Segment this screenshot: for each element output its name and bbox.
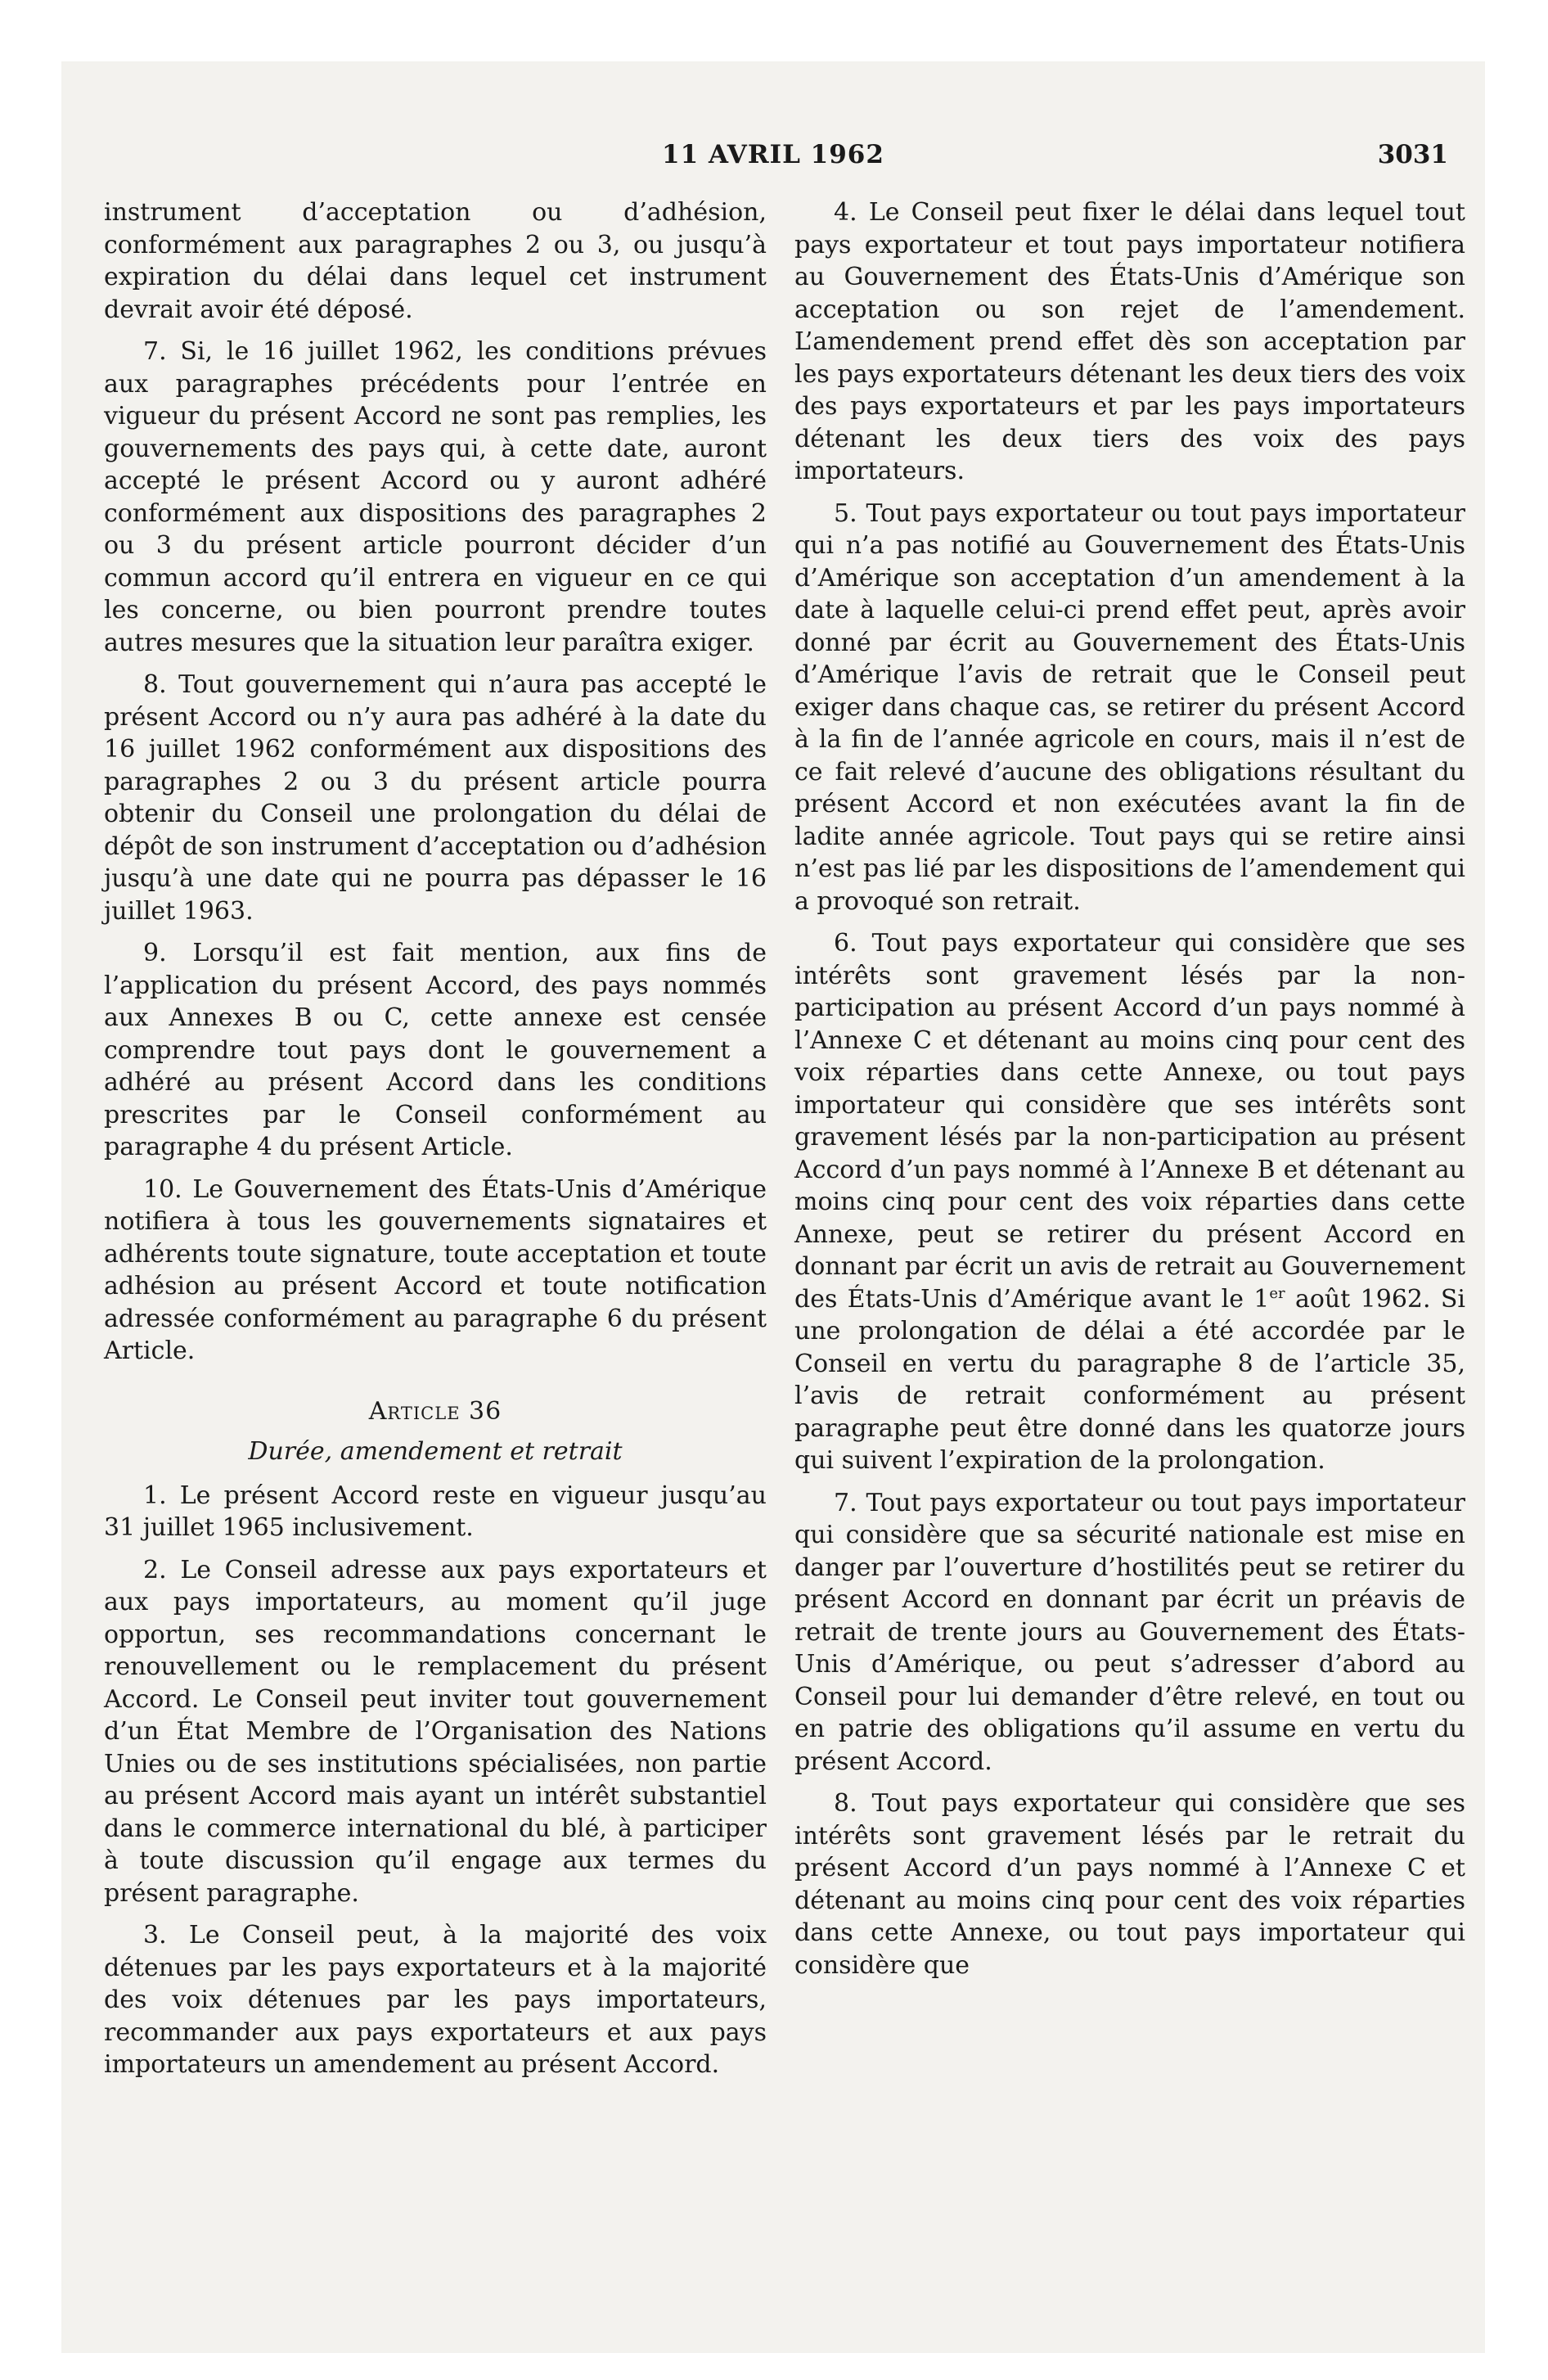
- article-paragraph-4: 4. Le Conseil peut fixer le délai dans lequel tout pays exportateur et tout pays importateur notifiera au Gouvernement des États-Unis d’Amérique son acceptation ou son rejet de l’amendement. L’amendement prend effet dès son acceptation par les pays exportateurs détenant les deux tiers des voix des pays exportateurs et par les pays importateurs détenant les deux tiers des voix des pays importateurs.: [794, 198, 1465, 485]
- left-column: [104, 196, 767, 2091]
- article-paragraph-8: 8. Tout pays exportateur qui considère que ses intérêts sont gravement lésés par le retrait du présent Accord d’un pays nommé à l’Annexe C et détenant au moins cinq pour cent des voix réparties dans cette Annexe, ou tout pays importateur qui considère que: [794, 1789, 1465, 1980]
- page-number: 3031: [1377, 140, 1448, 169]
- article-heading: Article 36: [368, 1396, 502, 1426]
- article-paragraph-3: 3. Le Conseil peut, à la majorité des voix détenues par les pays exportateurs et à la majorité des voix détenues par les pays importateurs, recommander aux pays exportateurs et aux pays importateurs un amendement au présent Accord.: [104, 1921, 767, 2079]
- header-date: 11 AVRIL 1962: [662, 140, 884, 169]
- article-paragraph-5: 5. Tout pays exportateur ou tout pays importateur qui n’a pas notifié au Gouvernement des États-Unis d’Amérique son acceptation d’un amendement à la date à laquelle celui-ci prend effet peut, après avoir donné par écrit au Gouvernement des États-Unis d’Amérique l’avis de retrait que le Conseil peut exiger dans chaque cas, se retirer du présent Accord à la fin de l’année agricole en cours, mais il n’est de ce fait relevé d’aucune des obligations résultant du présent Accord et non exécutées avant la fin de ladite année agricole. Tout pays qui se retire ainsi n’est pas lié par les dispositions de l’amendement qui a provoqué son retrait.: [794, 498, 1465, 916]
- article-paragraph-7: 7. Tout pays exportateur ou tout pays importateur qui considère que sa sécurité nationale est mise en danger par l’ouverture d’hostilités peut se retirer du présent Accord en donnant par écrit un préavis de retrait de trente jours au Gouvernement des États-Unis d’Amérique, ou peut s’adresser d’abord au Conseil pour lui demander d’être relevé, en tout ou en patrie des obligations qu’il assume en vertu du présent Accord.: [794, 1488, 1465, 1776]
- right-column: [794, 196, 1465, 1991]
- paragraph-10: 10. Le Gouvernement des États-Unis d’Amérique notifiera à tous les gouvernements signataires et adhérents toute signature, toute acceptation et toute adhésion au présent Accord et toute notification adressée conformément au paragraphe 6 du présent Article.: [104, 1174, 767, 1365]
- article-subheading: Durée, amendement et retrait: [248, 1437, 623, 1466]
- paragraph-6-text-a: 6. Tout pays exportateur qui considère que ses intérêts sont gravement lésés par la non-participation au présent Accord d’un pays nommé à l’Annexe C et détenant au moins cinq pour cent des voix réparties dans cette Annexe, ou tout pays importateur qui considère que ses intérêts sont gravement lésés par la non-participation au présent Accord d’un pays nommé à l’Annexe B et détenant au moins cinq pour cent des voix réparties dans cette Annexe, peut se retirer du présent Accord en donnant par écrit un avis de retrait au Gouvernement des États-Unis d’Amérique avant le 1: [794, 929, 1465, 1314]
- paragraph-8: 8. Tout gouvernement qui n’aura pas accepté le présent Accord ou n’y aura pas adhéré à la date du 16 juillet 1962 conformément aux dispositions des paragraphes 2 ou 3 du présent article pourra obtenir du Conseil une prolongation du délai de dépôt de son instrument d’acceptation ou d’adhésion jusqu’à une date qui ne pourra pas dépasser le 16 juillet 1963.: [104, 670, 767, 926]
- article-paragraph-6: [794, 927, 1465, 1477]
- paragraph-6-text-b: août 1962. Si une prolongation de délai a été accordée par le Conseil en vertu du paragraphe 8 de l’article 35, l’avis de retrait conformément au présent paragraphe peut être donné dans les quatorze jours qui suivent l’expiration de la prolongation.: [794, 1284, 1465, 1475]
- running-header: [61, 140, 1485, 181]
- page: [61, 61, 1485, 2353]
- article-paragraph-1: 1. Le présent Accord reste en vigueur jusqu’au 31 juillet 1965 inclusivement.: [104, 1481, 767, 1542]
- paragraph-9: 9. Lorsqu’il est fait mention, aux fins de l’application du présent Accord, des pays nommés aux Annexes B ou C, cette annexe est censée comprendre tout pays dont le gouvernement a adhéré au présent Accord dans les conditions prescrites par le Conseil conformément au paragraphe 4 du présent Article.: [104, 939, 767, 1161]
- article-paragraph-2: 2. Le Conseil adresse aux pays exportateurs et aux pays importateurs, au moment qu’il juge opportun, ses recommandations concernant le renouvellement ou le remplacement du présent Accord. Le Conseil peut inviter tout gouvernement d’un État Membre de l’Organisation des Nations Unies ou de ses institutions spécialisées, non partie au présent Accord mais ayant un intérêt substantiel dans le commerce international du blé, à participer à toute discussion qu’il engage aux termes du présent paragraphe.: [104, 1555, 767, 1908]
- superscript-er: er: [1269, 1284, 1285, 1302]
- paragraph-7: 7. Si, le 16 juillet 1962, les conditions prévues aux paragraphes précédents pour l’entrée en vigueur du présent Accord ne sont pas remplies, les gouvernements des pays qui, à cette date, auront accepté le présent Accord ou y auront adhéré conformément aux dispositions des paragraphes 2 ou 3 du présent article pourront décider d’un commun accord qu’il entrera en vigueur en ce qui les concerne, ou bien pourront prendre toutes autres mesures que la situation leur paraîtra exiger.: [104, 337, 767, 657]
- paragraph-continuation: instrument d’acceptation ou d’adhésion, conformément aux paragraphes 2 ou 3, ou jusqu’à expiration du délai dans lequel cet instrument devrait avoir été déposé.: [104, 198, 767, 324]
